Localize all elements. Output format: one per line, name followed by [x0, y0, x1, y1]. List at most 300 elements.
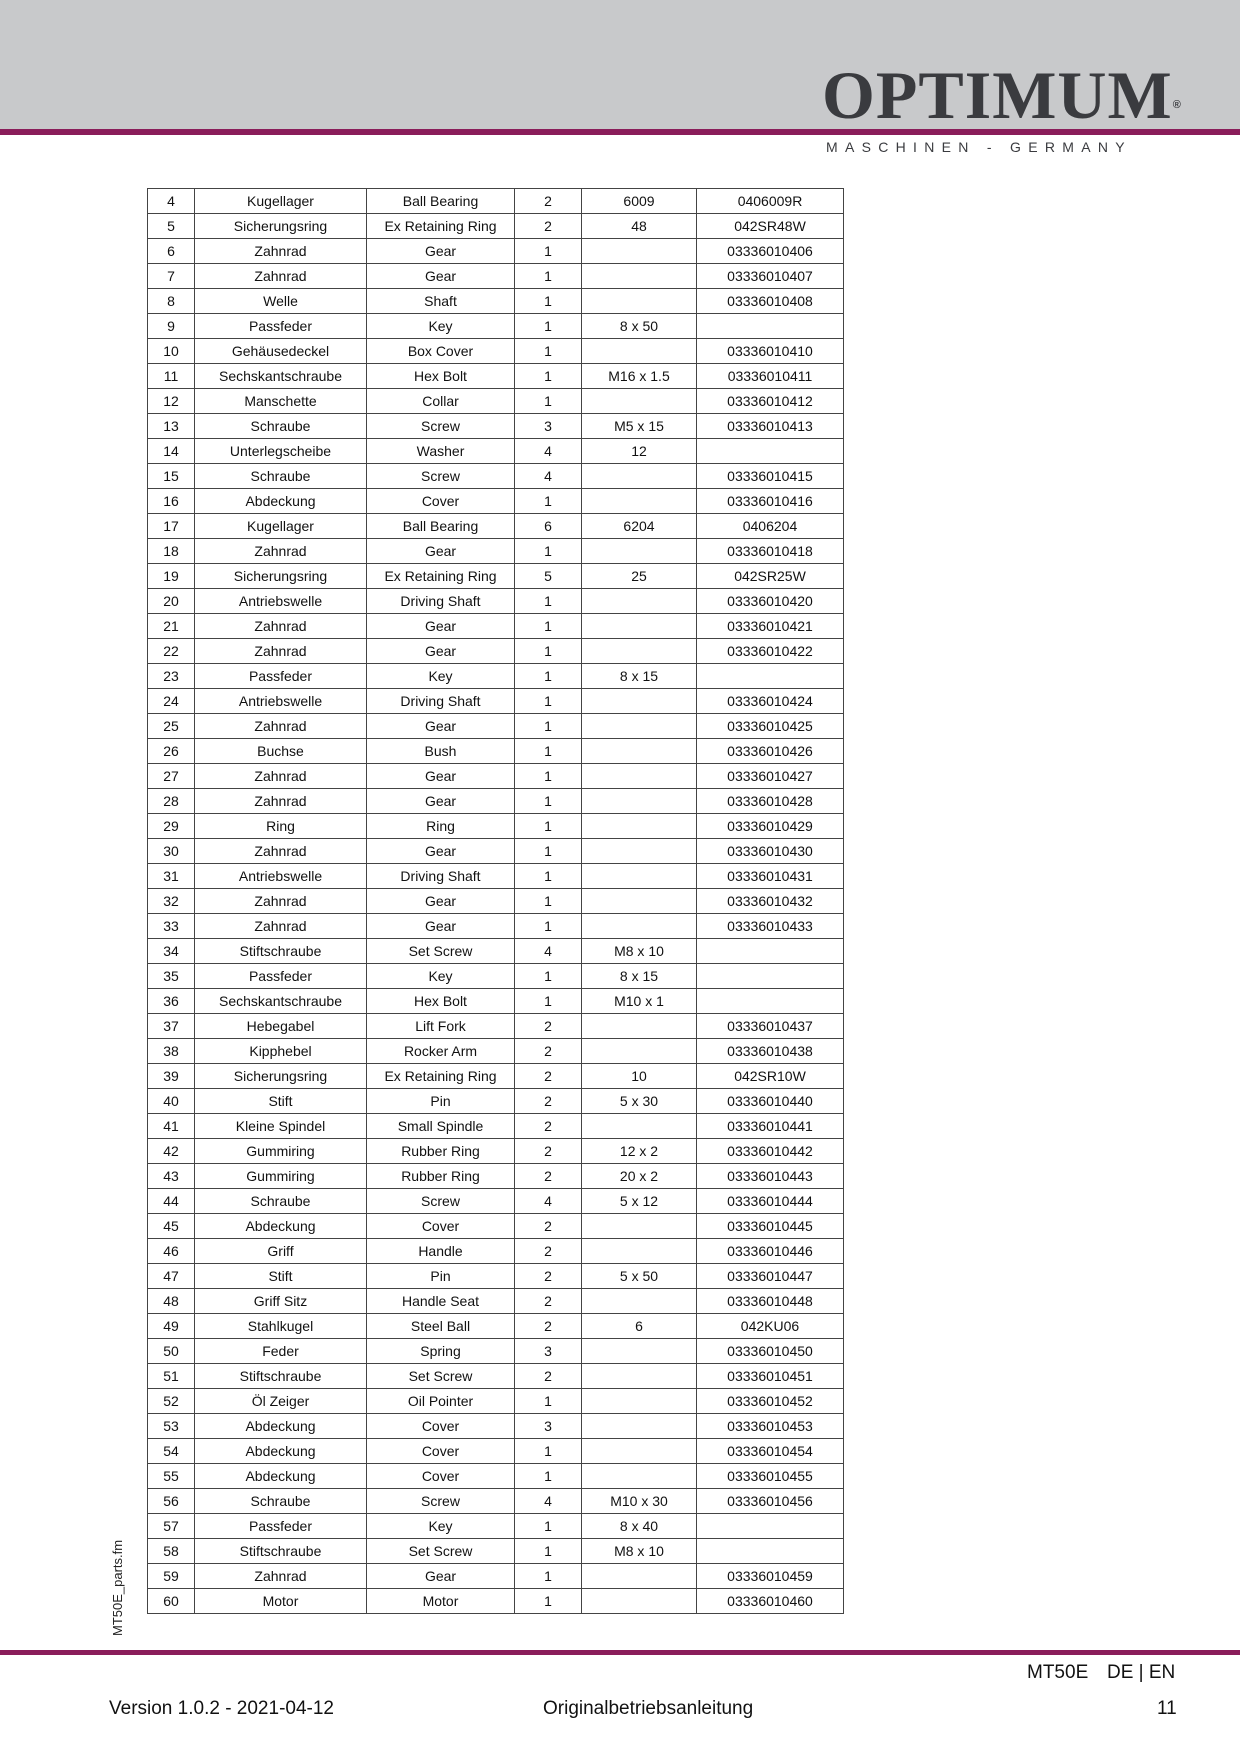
- parts-table: [147, 188, 844, 1614]
- cell-size: [582, 614, 697, 639]
- cell-size: [582, 839, 697, 864]
- cell-size: [582, 1339, 697, 1364]
- cell-quantity: 1: [515, 714, 582, 739]
- cell-item-number: 03336010413: [697, 414, 844, 439]
- cell-name-en: Shaft: [367, 289, 515, 314]
- cell-item-number: 03336010418: [697, 539, 844, 564]
- table-row: [148, 1364, 844, 1389]
- cell-position: 33: [148, 914, 195, 939]
- cell-quantity: 2: [515, 1214, 582, 1239]
- cell-name-en: Cover: [367, 489, 515, 514]
- cell-item-number: 03336010433: [697, 914, 844, 939]
- cell-name-de: Stift: [195, 1089, 367, 1114]
- cell-position: 13: [148, 414, 195, 439]
- cell-name-de: Zahnrad: [195, 714, 367, 739]
- cell-name-en: Rocker Arm: [367, 1039, 515, 1064]
- cell-size: 5 x 50: [582, 1264, 697, 1289]
- cell-size: [582, 1464, 697, 1489]
- table-row: [148, 439, 844, 464]
- cell-name-de: Sicherungsring: [195, 214, 367, 239]
- cell-name-en: Gear: [367, 914, 515, 939]
- cell-name-de: Abdeckung: [195, 1414, 367, 1439]
- cell-size: M10 x 1: [582, 989, 697, 1014]
- cell-name-de: Antriebswelle: [195, 689, 367, 714]
- cell-item-number: 03336010415: [697, 464, 844, 489]
- cell-name-en: Cover: [367, 1439, 515, 1464]
- cell-size: [582, 1289, 697, 1314]
- cell-item-number: 03336010453: [697, 1414, 844, 1439]
- cell-size: [582, 914, 697, 939]
- cell-name-de: Sicherungsring: [195, 564, 367, 589]
- cell-size: [582, 1589, 697, 1614]
- cell-position: 41: [148, 1114, 195, 1139]
- cell-name-en: Set Screw: [367, 1539, 515, 1564]
- cell-position: 58: [148, 1539, 195, 1564]
- cell-name-de: Zahnrad: [195, 839, 367, 864]
- cell-name-de: Griff Sitz: [195, 1289, 367, 1314]
- cell-size: [582, 289, 697, 314]
- cell-quantity: 2: [515, 1039, 582, 1064]
- cell-position: 20: [148, 589, 195, 614]
- cell-quantity: 2: [515, 1064, 582, 1089]
- table-row: [148, 1339, 844, 1364]
- cell-quantity: 1: [515, 314, 582, 339]
- table-row: [148, 689, 844, 714]
- cell-size: [582, 1414, 697, 1439]
- cell-name-de: Schraube: [195, 414, 367, 439]
- cell-size: 10: [582, 1064, 697, 1089]
- cell-quantity: 1: [515, 589, 582, 614]
- cell-item-number: 03336010406: [697, 239, 844, 264]
- cell-name-de: Abdeckung: [195, 1464, 367, 1489]
- cell-name-en: Ex Retaining Ring: [367, 1064, 515, 1089]
- cell-item-number: 03336010438: [697, 1039, 844, 1064]
- cell-position: 12: [148, 389, 195, 414]
- cell-quantity: 2: [515, 1364, 582, 1389]
- cell-size: [582, 814, 697, 839]
- cell-position: 16: [148, 489, 195, 514]
- cell-name-en: Gear: [367, 1564, 515, 1589]
- cell-quantity: 2: [515, 1239, 582, 1264]
- cell-size: 48: [582, 214, 697, 239]
- cell-item-number: 03336010450: [697, 1339, 844, 1364]
- cell-name-de: Zahnrad: [195, 264, 367, 289]
- cell-quantity: 1: [515, 914, 582, 939]
- cell-position: 30: [148, 839, 195, 864]
- cell-quantity: 1: [515, 889, 582, 914]
- cell-name-en: Gear: [367, 614, 515, 639]
- cell-item-number: [697, 314, 844, 339]
- cell-position: 59: [148, 1564, 195, 1589]
- table-row: [148, 1014, 844, 1039]
- cell-size: [582, 864, 697, 889]
- cell-position: 7: [148, 264, 195, 289]
- cell-position: 46: [148, 1239, 195, 1264]
- table-row: [148, 389, 844, 414]
- cell-quantity: 1: [515, 864, 582, 889]
- table-row: [148, 264, 844, 289]
- table-row: [148, 889, 844, 914]
- cell-item-number: 042SR10W: [697, 1064, 844, 1089]
- cell-size: 5 x 12: [582, 1189, 697, 1214]
- cell-quantity: 2: [515, 1139, 582, 1164]
- cell-quantity: 1: [515, 964, 582, 989]
- cell-size: [582, 639, 697, 664]
- cell-name-de: Zahnrad: [195, 239, 367, 264]
- cell-name-de: Sechskantschraube: [195, 989, 367, 1014]
- cell-item-number: 03336010422: [697, 639, 844, 664]
- optimum-logo: [822, 57, 1182, 133]
- cell-quantity: 2: [515, 1164, 582, 1189]
- cell-position: 24: [148, 689, 195, 714]
- cell-name-en: Steel Ball: [367, 1314, 515, 1339]
- cell-name-de: Hebegabel: [195, 1014, 367, 1039]
- cell-quantity: 1: [515, 1514, 582, 1539]
- cell-quantity: 4: [515, 1189, 582, 1214]
- cell-item-number: 03336010452: [697, 1389, 844, 1414]
- cell-name-en: Small Spindle: [367, 1114, 515, 1139]
- cell-name-en: Collar: [367, 389, 515, 414]
- cell-position: 27: [148, 764, 195, 789]
- cell-size: [582, 1214, 697, 1239]
- cell-name-de: Sicherungsring: [195, 1064, 367, 1089]
- table-row: [148, 764, 844, 789]
- cell-name-en: Bush: [367, 739, 515, 764]
- cell-name-de: Schraube: [195, 464, 367, 489]
- table-row: [148, 214, 844, 239]
- cell-name-de: Manschette: [195, 389, 367, 414]
- cell-item-number: [697, 1539, 844, 1564]
- cell-item-number: 03336010412: [697, 389, 844, 414]
- cell-quantity: 3: [515, 1414, 582, 1439]
- cell-quantity: 2: [515, 1114, 582, 1139]
- cell-name-de: Zahnrad: [195, 1564, 367, 1589]
- cell-quantity: 1: [515, 539, 582, 564]
- table-row: [148, 839, 844, 864]
- cell-name-de: Zahnrad: [195, 789, 367, 814]
- cell-size: [582, 1114, 697, 1139]
- cell-position: 38: [148, 1039, 195, 1064]
- parts-table-body: [148, 189, 844, 1614]
- cell-item-number: 03336010451: [697, 1364, 844, 1389]
- cell-name-en: Hex Bolt: [367, 989, 515, 1014]
- file-name-label: MT50E_parts.fm: [110, 1539, 125, 1636]
- cell-position: 43: [148, 1164, 195, 1189]
- cell-position: 55: [148, 1464, 195, 1489]
- cell-quantity: 1: [515, 389, 582, 414]
- cell-name-en: Gear: [367, 839, 515, 864]
- cell-item-number: 03336010428: [697, 789, 844, 814]
- cell-size: [582, 1014, 697, 1039]
- table-row: [148, 514, 844, 539]
- cell-name-en: Cover: [367, 1214, 515, 1239]
- cell-name-de: Sechskantschraube: [195, 364, 367, 389]
- cell-item-number: 03336010454: [697, 1439, 844, 1464]
- cell-item-number: 03336010427: [697, 764, 844, 789]
- table-row: [148, 1264, 844, 1289]
- cell-item-number: 03336010424: [697, 689, 844, 714]
- cell-quantity: 1: [515, 989, 582, 1014]
- cell-position: 34: [148, 939, 195, 964]
- cell-item-number: [697, 439, 844, 464]
- cell-name-en: Key: [367, 1514, 515, 1539]
- cell-size: 8 x 15: [582, 964, 697, 989]
- cell-size: [582, 239, 697, 264]
- cell-name-de: Abdeckung: [195, 1439, 367, 1464]
- cell-quantity: 6: [515, 514, 582, 539]
- cell-name-de: Zahnrad: [195, 614, 367, 639]
- cell-size: 12: [582, 439, 697, 464]
- cell-quantity: 1: [515, 764, 582, 789]
- cell-item-number: 03336010432: [697, 889, 844, 914]
- cell-position: 36: [148, 989, 195, 1014]
- cell-position: 42: [148, 1139, 195, 1164]
- table-row: [148, 1139, 844, 1164]
- cell-name-de: Gummiring: [195, 1139, 367, 1164]
- table-row: [148, 989, 844, 1014]
- cell-name-de: Zahnrad: [195, 914, 367, 939]
- cell-name-en: Ex Retaining Ring: [367, 214, 515, 239]
- cell-position: 37: [148, 1014, 195, 1039]
- cell-name-de: Kipphebel: [195, 1039, 367, 1064]
- cell-item-number: 03336010407: [697, 264, 844, 289]
- cell-name-de: Passfeder: [195, 664, 367, 689]
- table-row: [148, 1114, 844, 1139]
- logo-text: OPTIMUM: [822, 57, 1173, 133]
- registered-mark: ®: [1172, 99, 1182, 111]
- table-row: [148, 964, 844, 989]
- cell-quantity: 1: [515, 339, 582, 364]
- page-number: 11: [1157, 1698, 1177, 1719]
- table-row: [148, 1589, 844, 1614]
- table-row: [148, 639, 844, 664]
- cell-size: 12 x 2: [582, 1139, 697, 1164]
- cell-position: 47: [148, 1264, 195, 1289]
- cell-name-de: Griff: [195, 1239, 367, 1264]
- cell-quantity: 2: [515, 1089, 582, 1114]
- table-row: [148, 1089, 844, 1114]
- cell-name-en: Motor: [367, 1589, 515, 1614]
- cell-size: 8 x 50: [582, 314, 697, 339]
- cell-item-number: 042SR48W: [697, 214, 844, 239]
- cell-quantity: 4: [515, 1489, 582, 1514]
- cell-size: [582, 739, 697, 764]
- cell-position: 4: [148, 189, 195, 214]
- cell-name-en: Gear: [367, 889, 515, 914]
- cell-item-number: 03336010429: [697, 814, 844, 839]
- table-row: [148, 914, 844, 939]
- cell-item-number: [697, 939, 844, 964]
- table-row: [148, 314, 844, 339]
- cell-size: M5 x 15: [582, 414, 697, 439]
- cell-quantity: 1: [515, 614, 582, 639]
- cell-name-en: Spring: [367, 1339, 515, 1364]
- cell-name-de: Buchse: [195, 739, 367, 764]
- cell-item-number: 03336010430: [697, 839, 844, 864]
- cell-name-de: Ring: [195, 814, 367, 839]
- cell-position: 18: [148, 539, 195, 564]
- cell-name-en: Set Screw: [367, 939, 515, 964]
- cell-position: 48: [148, 1289, 195, 1314]
- cell-position: 28: [148, 789, 195, 814]
- cell-size: [582, 339, 697, 364]
- cell-item-number: 03336010426: [697, 739, 844, 764]
- cell-name-en: Key: [367, 664, 515, 689]
- cell-item-number: [697, 964, 844, 989]
- cell-position: 9: [148, 314, 195, 339]
- cell-position: 26: [148, 739, 195, 764]
- table-row: [148, 1489, 844, 1514]
- cell-name-en: Gear: [367, 639, 515, 664]
- version-info: Version 1.0.2 - 2021-04-12: [109, 1698, 334, 1719]
- cell-size: [582, 389, 697, 414]
- table-row: [148, 364, 844, 389]
- table-row: [148, 539, 844, 564]
- cell-quantity: 2: [515, 1314, 582, 1339]
- cell-name-en: Washer: [367, 439, 515, 464]
- cell-name-de: Antriebswelle: [195, 864, 367, 889]
- cell-size: [582, 714, 697, 739]
- cell-size: M10 x 30: [582, 1489, 697, 1514]
- table-row: [148, 1289, 844, 1314]
- cell-name-de: Stiftschraube: [195, 939, 367, 964]
- cell-position: 45: [148, 1214, 195, 1239]
- cell-name-de: Abdeckung: [195, 489, 367, 514]
- cell-size: [582, 589, 697, 614]
- cell-position: 5: [148, 214, 195, 239]
- cell-item-number: [697, 664, 844, 689]
- cell-size: 6: [582, 1314, 697, 1339]
- cell-item-number: 042KU06: [697, 1314, 844, 1339]
- cell-item-number: 03336010456: [697, 1489, 844, 1514]
- cell-size: [582, 1364, 697, 1389]
- cell-name-en: Box Cover: [367, 339, 515, 364]
- cell-quantity: 1: [515, 1539, 582, 1564]
- table-row: [148, 739, 844, 764]
- table-row: [148, 1214, 844, 1239]
- cell-position: 40: [148, 1089, 195, 1114]
- cell-name-en: Ex Retaining Ring: [367, 564, 515, 589]
- cell-name-de: Zahnrad: [195, 539, 367, 564]
- cell-quantity: 1: [515, 1464, 582, 1489]
- cell-position: 57: [148, 1514, 195, 1539]
- cell-quantity: 2: [515, 214, 582, 239]
- cell-name-en: Ball Bearing: [367, 189, 515, 214]
- cell-name-en: Driving Shaft: [367, 689, 515, 714]
- cell-position: 22: [148, 639, 195, 664]
- table-row: [148, 1464, 844, 1489]
- table-row: [148, 464, 844, 489]
- cell-name-de: Zahnrad: [195, 889, 367, 914]
- cell-quantity: 3: [515, 414, 582, 439]
- cell-item-number: 03336010441: [697, 1114, 844, 1139]
- cell-name-de: Unterlegscheibe: [195, 439, 367, 464]
- cell-name-en: Key: [367, 314, 515, 339]
- footer-rule: [0, 1650, 1240, 1655]
- table-row: [148, 1539, 844, 1564]
- cell-name-en: Oil Pointer: [367, 1389, 515, 1414]
- cell-position: 25: [148, 714, 195, 739]
- cell-name-de: Passfeder: [195, 1514, 367, 1539]
- table-row: [148, 339, 844, 364]
- cell-position: 54: [148, 1439, 195, 1464]
- cell-item-number: 03336010448: [697, 1289, 844, 1314]
- cell-item-number: 03336010443: [697, 1164, 844, 1189]
- cell-position: 60: [148, 1589, 195, 1614]
- cell-name-de: Zahnrad: [195, 639, 367, 664]
- cell-quantity: 1: [515, 489, 582, 514]
- cell-item-number: [697, 1514, 844, 1539]
- cell-name-en: Lift Fork: [367, 1014, 515, 1039]
- cell-size: [582, 1039, 697, 1064]
- table-row: [148, 1439, 844, 1464]
- cell-size: 8 x 40: [582, 1514, 697, 1539]
- cell-name-en: Screw: [367, 414, 515, 439]
- cell-size: M8 x 10: [582, 1539, 697, 1564]
- cell-quantity: 4: [515, 439, 582, 464]
- cell-size: [582, 464, 697, 489]
- cell-item-number: 03336010445: [697, 1214, 844, 1239]
- model-name: MT50E: [1027, 1662, 1089, 1683]
- cell-name-de: Gehäusedeckel: [195, 339, 367, 364]
- cell-quantity: 2: [515, 189, 582, 214]
- cell-position: 53: [148, 1414, 195, 1439]
- table-row: [148, 589, 844, 614]
- cell-item-number: 03336010437: [697, 1014, 844, 1039]
- cell-item-number: 03336010431: [697, 864, 844, 889]
- cell-item-number: 042SR25W: [697, 564, 844, 589]
- cell-quantity: 1: [515, 639, 582, 664]
- cell-position: 19: [148, 564, 195, 589]
- cell-quantity: 1: [515, 1564, 582, 1589]
- cell-name-de: Gummiring: [195, 1164, 367, 1189]
- cell-position: 31: [148, 864, 195, 889]
- cell-quantity: 1: [515, 689, 582, 714]
- cell-item-number: 03336010420: [697, 589, 844, 614]
- table-row: [148, 1389, 844, 1414]
- cell-item-number: 03336010408: [697, 289, 844, 314]
- cell-item-number: 03336010416: [697, 489, 844, 514]
- table-row: [148, 1314, 844, 1339]
- table-row: [148, 564, 844, 589]
- cell-quantity: 2: [515, 1289, 582, 1314]
- cell-quantity: 1: [515, 1439, 582, 1464]
- cell-position: 32: [148, 889, 195, 914]
- cell-quantity: 1: [515, 264, 582, 289]
- cell-name-de: Stahlkugel: [195, 1314, 367, 1339]
- cell-item-number: 03336010425: [697, 714, 844, 739]
- cell-name-en: Gear: [367, 239, 515, 264]
- cell-name-en: Pin: [367, 1264, 515, 1289]
- cell-name-de: Schraube: [195, 1489, 367, 1514]
- cell-size: 6009: [582, 189, 697, 214]
- table-row: [148, 1414, 844, 1439]
- cell-name-en: Screw: [367, 1489, 515, 1514]
- cell-item-number: 03336010444: [697, 1189, 844, 1214]
- cell-item-number: 03336010455: [697, 1464, 844, 1489]
- cell-quantity: 1: [515, 664, 582, 689]
- cell-size: [582, 1239, 697, 1264]
- logo-tagline: MASCHINEN - GERMANY: [826, 139, 1132, 155]
- cell-name-en: Ball Bearing: [367, 514, 515, 539]
- cell-size: 6204: [582, 514, 697, 539]
- cell-size: [582, 539, 697, 564]
- cell-position: 44: [148, 1189, 195, 1214]
- cell-item-number: 03336010411: [697, 364, 844, 389]
- cell-name-en: Pin: [367, 1089, 515, 1114]
- cell-quantity: 1: [515, 289, 582, 314]
- cell-name-en: Rubber Ring: [367, 1164, 515, 1189]
